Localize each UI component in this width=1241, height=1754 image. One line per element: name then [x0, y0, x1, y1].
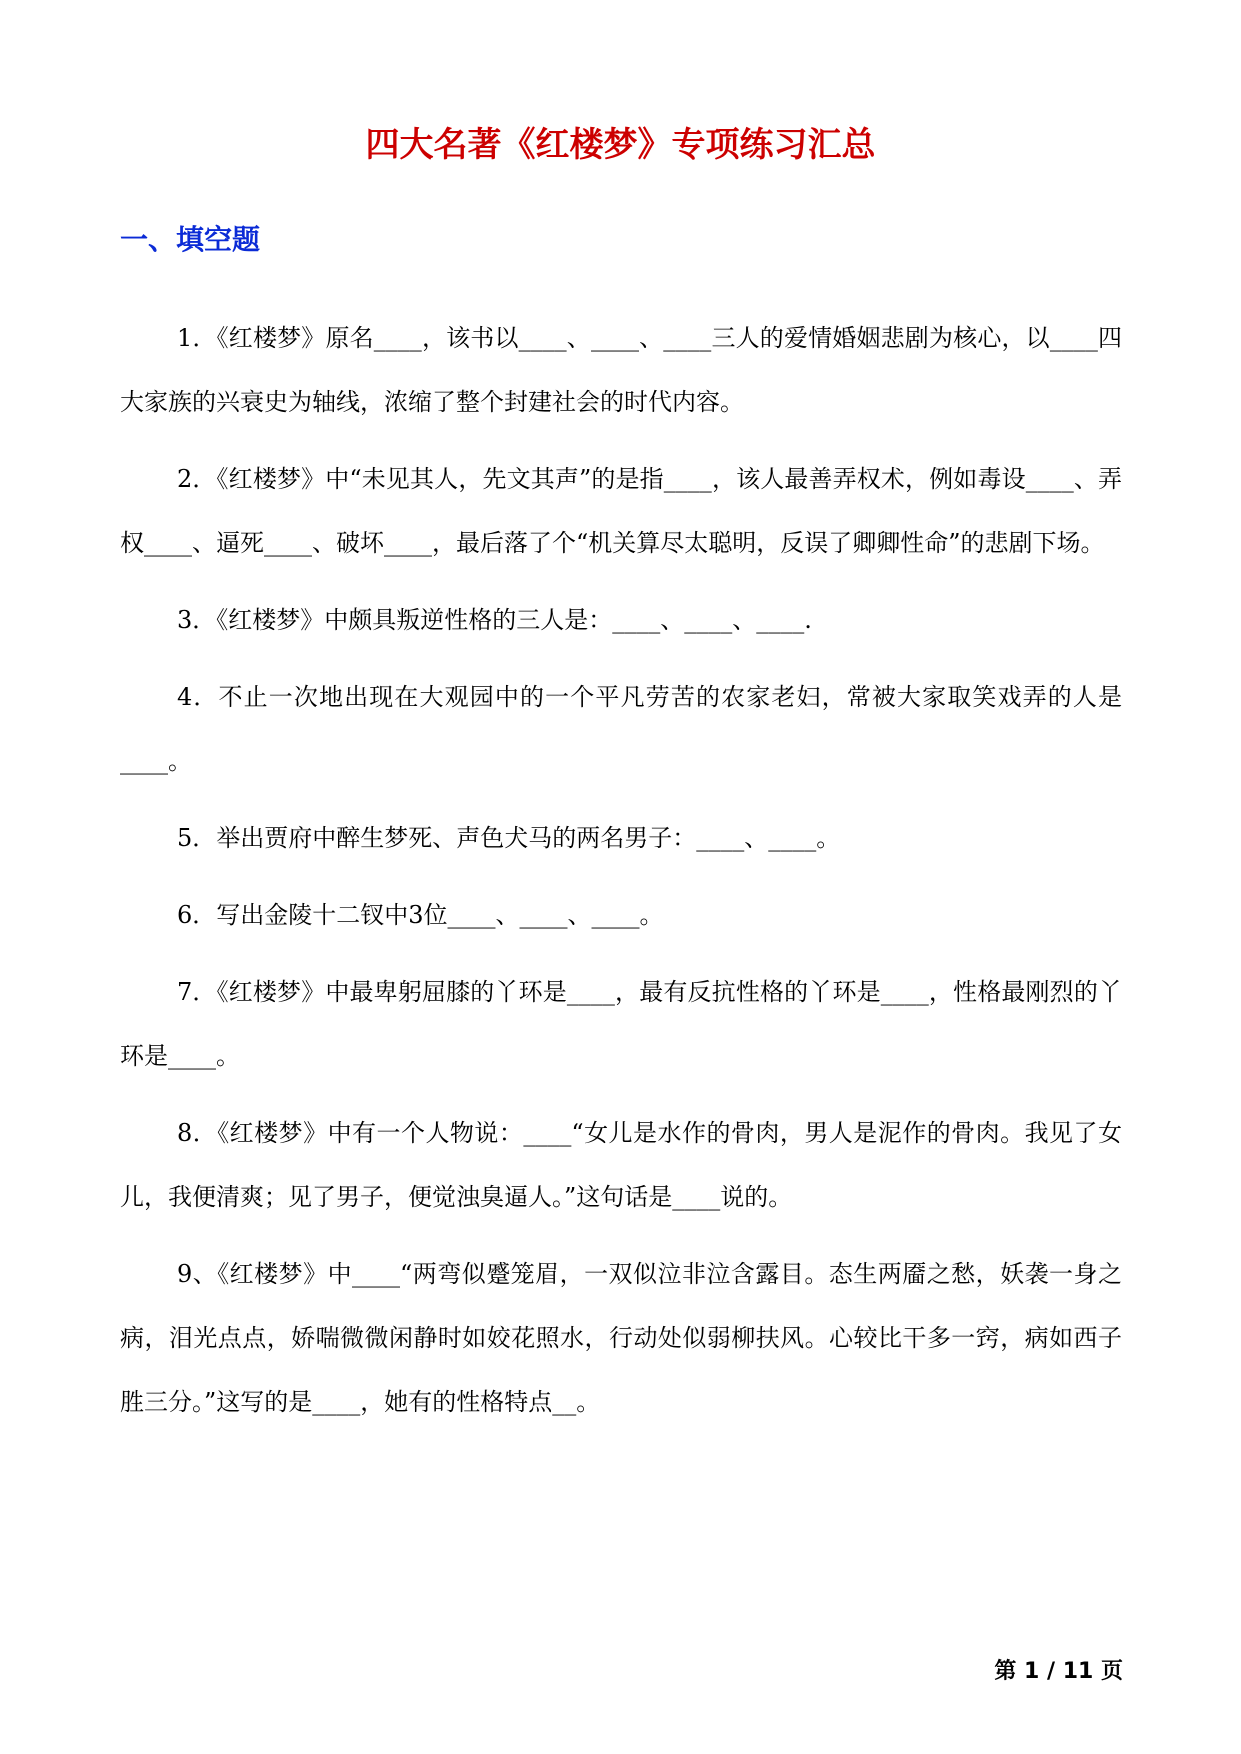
question-item: 7．《红楼梦》中最卑躬屈膝的丫环是____，最有反抗性格的丫环是____，性格最刚烈的丫环是____。 [120, 978, 1122, 1070]
question-item: 9、《红楼梦》中____“两弯似蹙笼眉，一双似泣非泣含露目。态生两靥之愁，妖袭一身之病，泪光点点，娇喘微微闲静时如姣花照水，行动处似弱柳扶风。心较比干多一窍，病如西子胜三分。”这写的是____，她有的性格特点__。 [120, 1260, 1122, 1416]
question-item: 5．举出贾府中醉生梦死、声色犬马的两名男子：____、____。 [177, 824, 841, 852]
section-heading-fill-in-blank: 一、填空题 [120, 223, 261, 256]
question-item: 6．写出金陵十二钗中3位____、____、____。 [177, 901, 664, 929]
page-number: 第 1 / 11 页 [994, 1659, 1123, 1684]
question-item: 3．《红楼梦》中颇具叛逆性格的三人是：____、____、____. [177, 606, 812, 634]
question-item: 8．《红楼梦》中有一个人物说：____“女儿是水作的骨肉，男人是泥作的骨肉。我见了女儿，我便清爽；见了男子，便觉浊臭逼人。”这句话是____说的。 [120, 1119, 1122, 1211]
question-item: 4．不止一次地出现在大观园中的一个平凡劳苦的农家老妇，常被大家取笑戏弄的人是____。 [120, 683, 1122, 775]
question-item: 1．《红楼梦》原名____，该书以____、____、____三人的爱情婚姻悲剧为核心，以____四大家族的兴衰史为轴线，浓缩了整个封建社会的时代内容。 [120, 324, 1122, 416]
document-title: 四大名著《红楼梦》专项练习汇总 [365, 125, 876, 165]
question-list [120, 306, 1122, 1447]
question-item: 2．《红楼梦》中“未见其人，先文其声”的是指____，该人最善弄权术，例如毒设____、弄权____、逼死____、破坏____，最后落了个“机关算尽太聪明，反误了卿卿性命”的悲剧下场。 [120, 465, 1122, 557]
